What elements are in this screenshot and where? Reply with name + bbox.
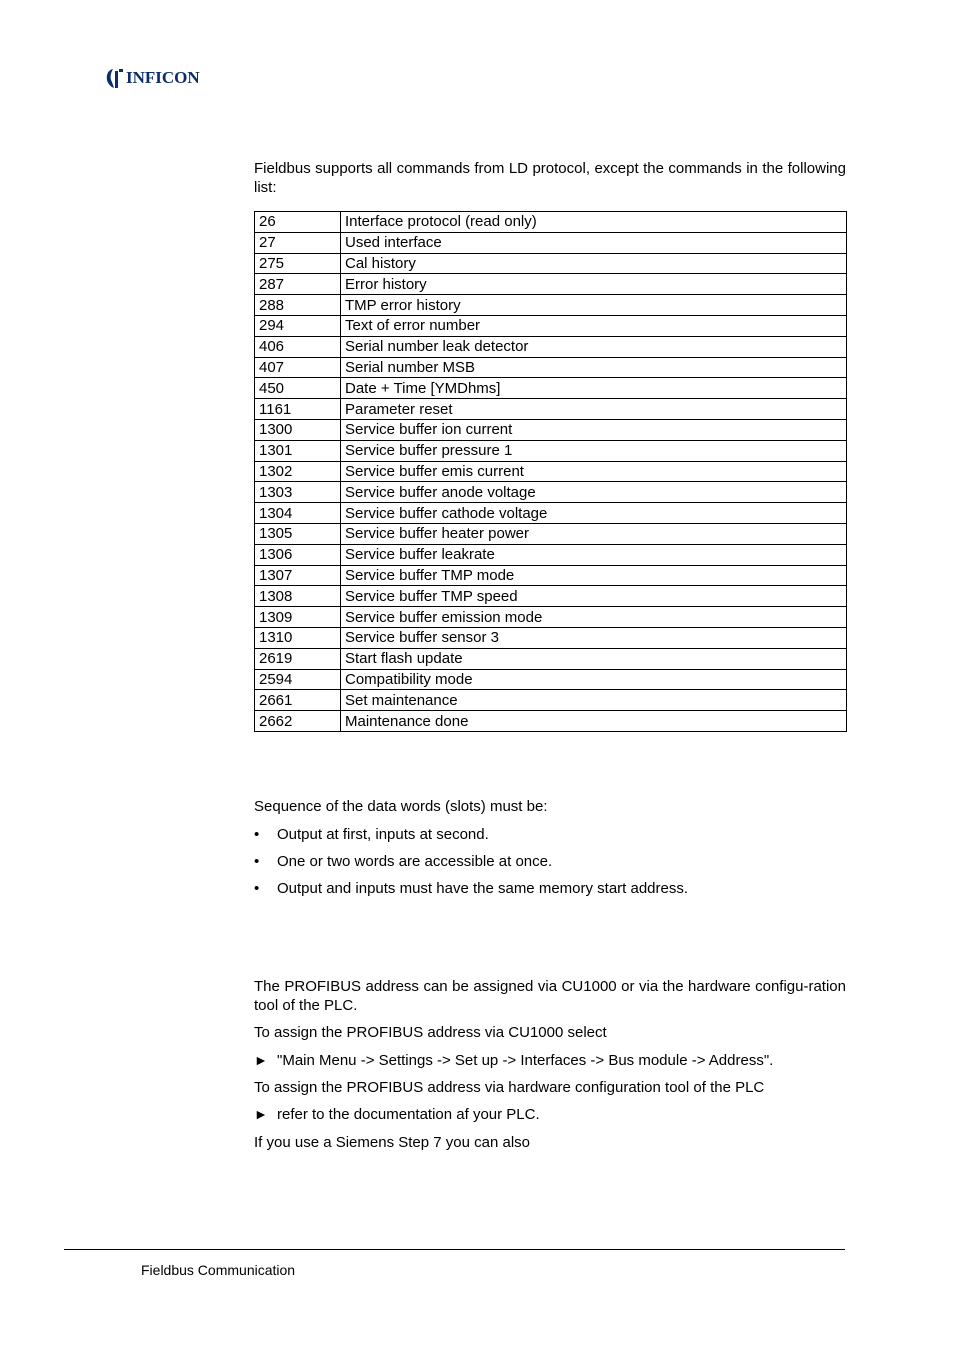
command-number: 1310 [255,627,341,648]
table-row [255,399,847,420]
table-row [255,357,847,378]
table-row [255,607,847,628]
table-row [255,648,847,669]
table-row [255,586,847,607]
command-description: Service buffer pressure 1 [341,440,847,461]
command-description: Service buffer ion current [341,419,847,440]
command-number: 1309 [255,607,341,628]
command-description: Service buffer TMP mode [341,565,847,586]
command-description: Text of error number [341,315,847,336]
command-description: Service buffer heater power [341,523,847,544]
bullet-symbol: • [254,853,260,870]
command-description: TMP error history [341,295,847,316]
command-description: Date + Time [YMDhms] [341,378,847,399]
table-row [255,690,847,711]
slots-lead: Sequence of the data words (slots) must be: [254,798,548,815]
command-number: 406 [255,336,341,357]
command-number: 1302 [255,461,341,482]
command-description: Serial number MSB [341,357,847,378]
list-item [254,879,688,898]
command-number: 1300 [255,419,341,440]
table-row [255,253,847,274]
command-description: Compatibility mode [341,669,847,690]
command-number: 275 [255,253,341,274]
table-row [255,419,847,440]
command-description: Service buffer sensor 3 [341,627,847,648]
profibus-cu1000-lead: To assign the PROFIBUS address via CU1000 select [254,1024,607,1041]
command-number: 26 [255,212,341,233]
instruction-text: "Main Menu -> Settings -> Set up -> Interfaces -> Bus module -> Address". [277,1052,774,1069]
command-description: Maintenance done [341,711,847,732]
command-number: 1306 [255,544,341,565]
command-number: 1301 [255,440,341,461]
arrow-icon: ► [254,1052,268,1068]
table-row [255,669,847,690]
command-description: Service buffer anode voltage [341,482,847,503]
command-number: 294 [255,315,341,336]
command-description: Service buffer cathode voltage [341,503,847,524]
table-row [255,627,847,648]
command-description: Error history [341,274,847,295]
command-number: 1304 [255,503,341,524]
table-row [255,482,847,503]
footer-divider [64,1249,845,1250]
intro-paragraph: Fieldbus supports all commands from LD protocol, except the commands in the following list: [254,160,846,196]
command-description: Used interface [341,232,847,253]
command-number: 288 [255,295,341,316]
command-description: Interface protocol (read only) [341,212,847,233]
command-number: 1161 [255,399,341,420]
list-item [254,852,552,871]
table-row [255,212,847,233]
footer-text: Fieldbus Communication [141,1262,296,1278]
instruction-step [254,1051,773,1070]
command-number: 27 [255,232,341,253]
list-item [254,825,489,844]
excluded-commands-table [254,211,847,732]
command-description: Cal history [341,253,847,274]
table-row [255,440,847,461]
table-row [255,523,847,544]
table-row [255,274,847,295]
command-description: Service buffer emission mode [341,607,847,628]
command-number: 1308 [255,586,341,607]
logo-text: INFICON [126,68,200,87]
command-number: 1305 [255,523,341,544]
table-row [255,544,847,565]
table-row [255,336,847,357]
table-row [255,711,847,732]
arrow-icon: ► [254,1106,268,1122]
command-number: 2661 [255,690,341,711]
command-description: Service buffer TMP speed [341,586,847,607]
command-description: Service buffer emis current [341,461,847,482]
siemens-note: If you use a Siemens Step 7 you can also [254,1134,530,1151]
bullet-symbol: • [254,826,260,843]
list-item-text: Output and inputs must have the same memory start address. [277,880,689,897]
command-number: 2594 [255,669,341,690]
command-number: 287 [255,274,341,295]
command-number: 407 [255,357,341,378]
inficon-logo [104,66,200,90]
command-number: 450 [255,378,341,399]
table-row [255,461,847,482]
instruction-text: refer to the documentation af your PLC. [277,1106,540,1123]
command-number: 1303 [255,482,341,503]
command-number: 1307 [255,565,341,586]
table-row [255,503,847,524]
list-item-text: One or two words are accessible at once. [277,853,553,870]
profibus-plc-lead: To assign the PROFIBUS address via hardware configuration tool of the PLC [254,1079,765,1096]
command-description: Serial number leak detector [341,336,847,357]
command-number: 2662 [255,711,341,732]
list-item-text: Output at first, inputs at second. [277,826,489,843]
table-row [255,232,847,253]
table-row [255,378,847,399]
profibus-intro: The PROFIBUS address can be assigned via CU1000 or via the hardware configu-ration tool of the PLC. [254,978,846,1014]
command-description: Start flash update [341,648,847,669]
inficon-logo-icon [104,67,124,89]
table-row [255,315,847,336]
command-description: Service buffer leakrate [341,544,847,565]
table-row [255,295,847,316]
command-number: 2619 [255,648,341,669]
instruction-step [254,1105,540,1124]
table-row [255,565,847,586]
bullet-symbol: • [254,880,260,897]
command-description: Set maintenance [341,690,847,711]
command-description: Parameter reset [341,399,847,420]
